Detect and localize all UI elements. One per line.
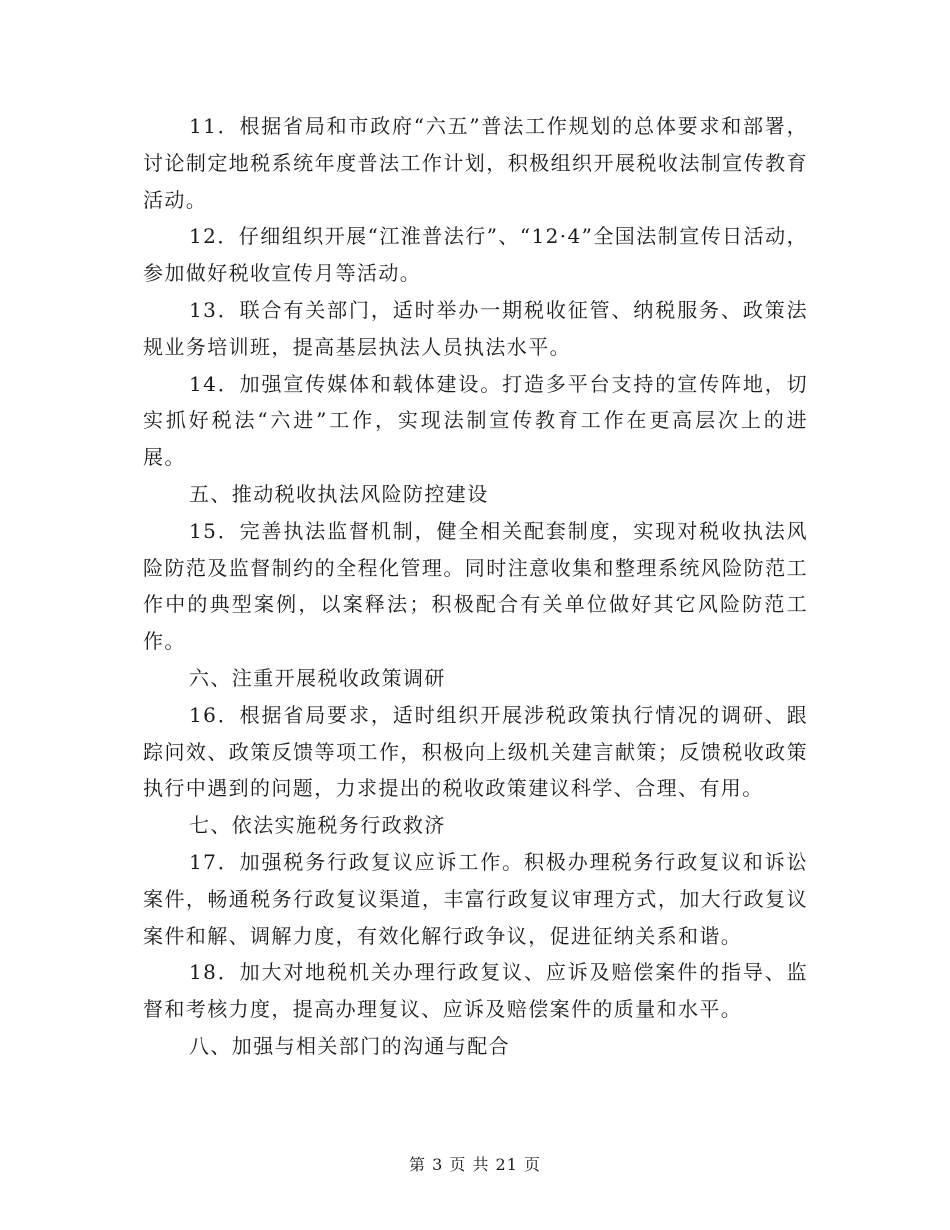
paragraph-14: 14．加强宣传媒体和载体建设。打造多平台支持的宣传阵地，切实抓好税法“六进”工作，实现法制宣传教育工作在更高层次上的进展。 [143, 371, 808, 470]
section-heading-8: 八、加强与相关部门的沟通与配合 [189, 1033, 510, 1058]
paragraph-11: 11．根据省局和市政府“六五”普法工作规划的总体要求和部署，讨论制定地税系统年度普法工作计划，积极组织开展税收法制宣传教育活动。 [143, 114, 808, 212]
document-body [143, 108, 808, 1065]
paragraph-13: 13．联合有关部门，适时举办一期税收征管、纳税服务、政策法规业务培训班，提高基层执法人员执法水平。 [143, 297, 808, 359]
paragraph-17: 17．加强税务行政复议应诉工作。积极办理税务行政复议和诉讼案件，畅通税务行政复议渠道，丰富行政复议审理方式，加大行政复议案件和解、调解力度，有效化解行政争议，促进征纳关系和谐。 [143, 849, 808, 948]
paragraph-12: 12．仔细组织开展“江淮普法行”、“12·4”全国法制宣传日活动，参加做好税收宣传月等活动。 [143, 224, 808, 286]
paragraph-15: 15．完善执法监督机制，健全相关配套制度，实现对税收执法风险防范及监督制约的全程化管理。同时注意收集和整理系统风险防范工作中的典型案例，以案释法；积极配合有关单位做好其它风险防范工作。 [143, 518, 808, 654]
section-heading-5: 五、推动税收执法风险防控建设 [189, 481, 489, 506]
section-heading-7: 七、依法实施税务行政救济 [189, 813, 446, 838]
section-heading-6: 六、注重开展税收政策调研 [189, 665, 446, 690]
paragraph-18: 18．加大对地税机关办理行政复议、应诉及赔偿案件的指导、监督和考核力度，提高办理复议、应诉及赔偿案件的质量和水平。 [143, 960, 808, 1022]
page-number-footer: 第 3 页 共 21 页 [409, 1155, 541, 1174]
paragraph-16: 16．根据省局要求，适时组织开展涉税政策执行情况的调研、跟踪问效、政策反馈等项工作，积极向上级机关建言献策；反馈税收政策执行中遇到的问题，力求提出的税收政策建议科学、合理、有用。 [143, 702, 808, 801]
